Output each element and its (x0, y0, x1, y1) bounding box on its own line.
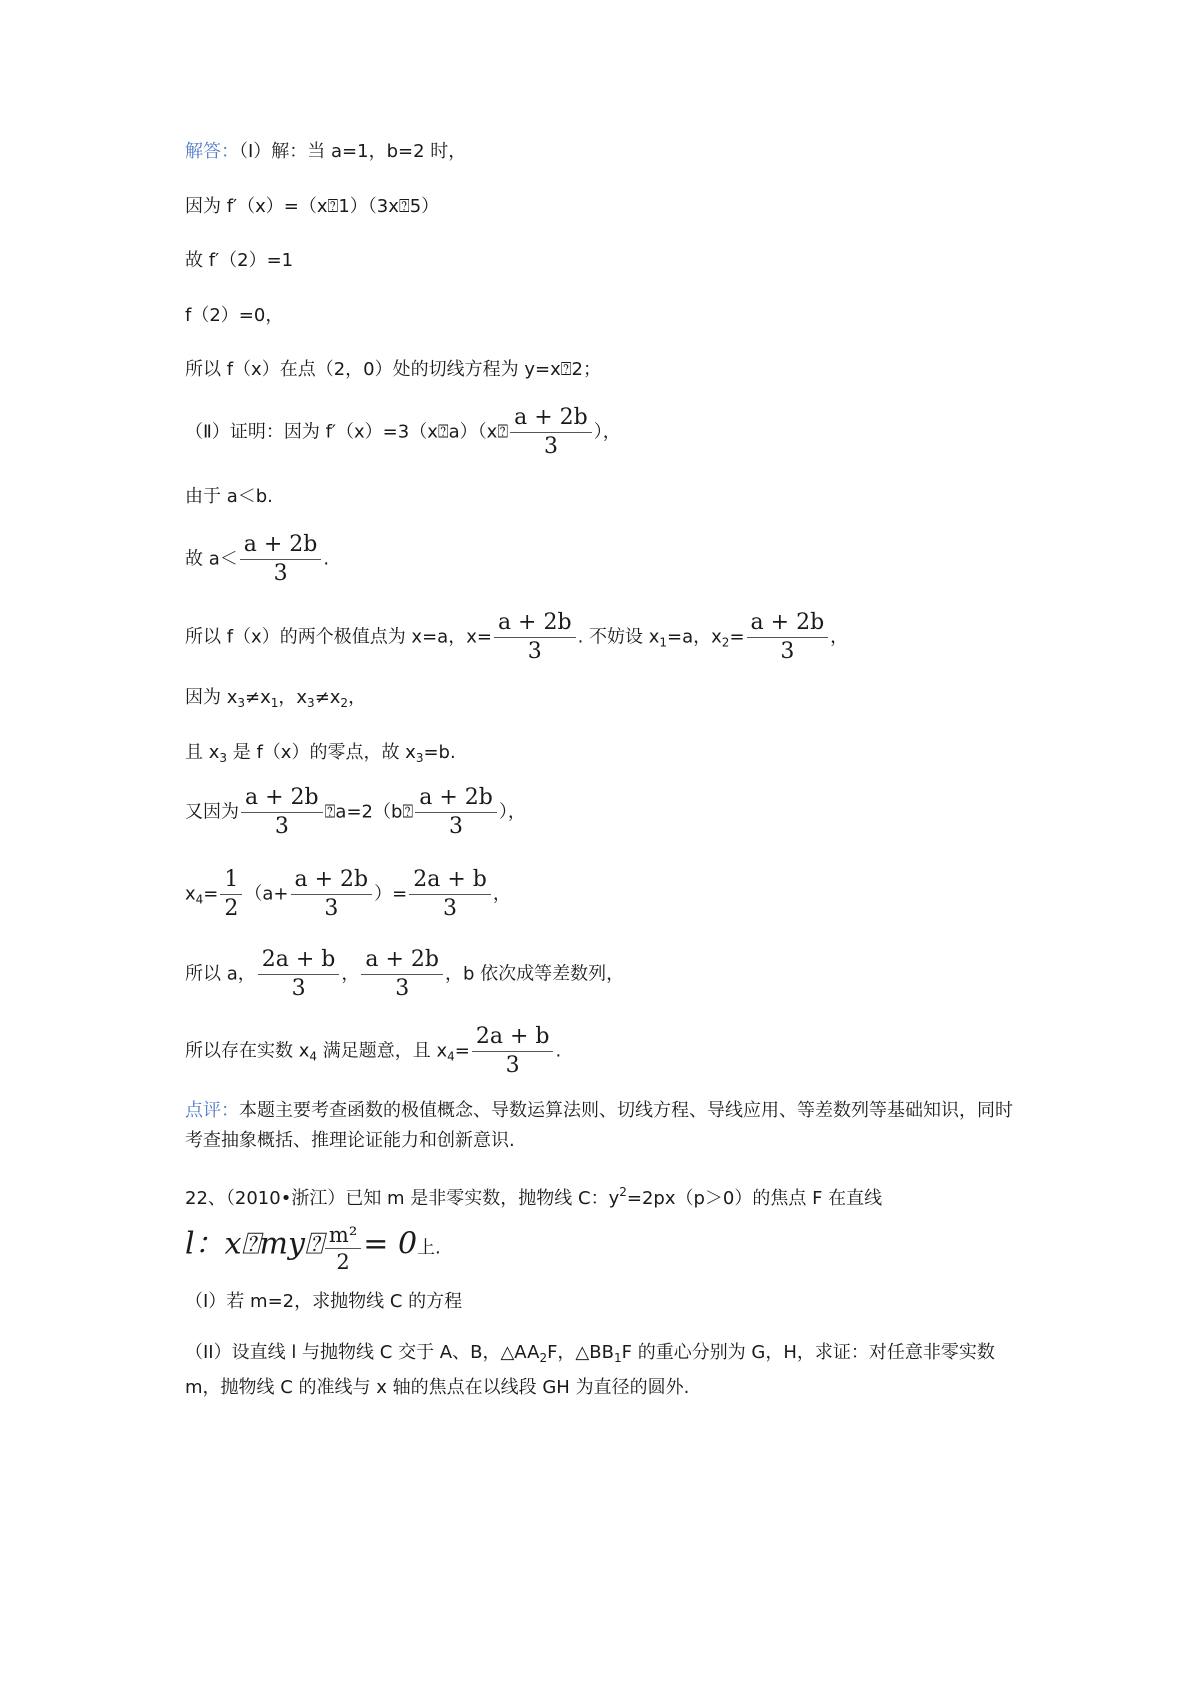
text-seg: 所以 f（x）的两个极值点为 x=a，x= (185, 626, 492, 648)
solution-line-3: 故 f′（2）=1 (185, 250, 294, 271)
fraction (361, 946, 443, 1003)
problem-22-stem (185, 1180, 1030, 1211)
solution-line-5: 所以 f（x）在点（2，0）处的切线方程为 y=x⍰2； (185, 359, 601, 380)
fraction-numerator: m² (328, 1223, 358, 1247)
solution-line-2: 因为 f′（x）=（x⍰1）（3x⍰5） (185, 196, 440, 217)
fraction-denominator: 3 (449, 814, 464, 839)
solution-line-7: 由于 a＜b. (185, 486, 273, 507)
subscript: 2 (721, 635, 730, 650)
text-seg: ， (830, 626, 849, 648)
fraction-numerator: 2a + b (261, 947, 336, 972)
fraction-denominator: 3 (395, 976, 410, 1001)
fraction-numerator: 2a + b (413, 867, 487, 892)
text-seg: F，△BB (547, 1342, 614, 1363)
superscript: 2 (619, 1185, 627, 1199)
subscript: 1 (659, 635, 668, 650)
text-seg: 又因为 (185, 801, 239, 823)
problem-22-equation (185, 1222, 441, 1275)
fraction (747, 609, 829, 666)
text-seg: （a+ (244, 883, 289, 905)
solution-line-1 (185, 140, 466, 164)
fraction-denominator: 3 (274, 814, 289, 839)
fraction (240, 531, 322, 588)
text-seg: ， (492, 883, 511, 905)
subscript: 2 (539, 1351, 548, 1365)
subscript: 1 (613, 1351, 622, 1365)
fraction-denominator: 3 (543, 434, 558, 459)
fraction-numerator: 1 (224, 867, 239, 892)
subscript: 3 (415, 751, 424, 765)
fraction-numerator: a + 2b (750, 610, 825, 635)
fraction (291, 866, 373, 923)
fraction-denominator: 2 (336, 1250, 350, 1274)
fraction (258, 946, 340, 1003)
fraction-numerator: 2a + b (475, 1024, 550, 1049)
review-text: 本题主要考查函数的极值概念、导数运算法则、切线方程、导线应用、等差数列等基础知识，同时考查抽象概括、推理论证能力和创新意识. (185, 1100, 1013, 1151)
fraction-denominator: 3 (443, 896, 458, 921)
text-seg: ）， (498, 801, 526, 823)
fraction (241, 784, 323, 841)
subscript: 4 (447, 1049, 455, 1064)
text-seg: . 不妨设 x (577, 626, 660, 648)
solution-line-4: f（2）=0， (185, 305, 284, 326)
text-seg: ）= (374, 883, 408, 905)
fraction-denominator: 3 (527, 639, 542, 664)
fraction-denominator: 3 (505, 1053, 520, 1078)
solution-line-14 (185, 946, 624, 1003)
subscript: 4 (309, 1049, 318, 1064)
solution-line-11 (185, 741, 456, 770)
text-seg: . (555, 1040, 562, 1062)
problem-22-part-1: （I）若 m=2，求抛物线 C 的方程 (185, 1291, 463, 1312)
solution-line-12 (185, 784, 526, 841)
fraction-numerator: a + 2b (365, 947, 440, 972)
solution-text-1: （Ⅰ）解：当 a=1，b=2 时， (239, 141, 467, 162)
text-seg: 上. (417, 1237, 441, 1259)
fraction-denominator: 2 (224, 896, 239, 921)
equation-lhs: l：x⍰my⍰ (185, 1226, 323, 1262)
text-seg: 且 x (185, 742, 220, 763)
subscript: 2 (340, 696, 349, 710)
solution-line-6 (185, 404, 621, 461)
text-seg: 所以 a， (185, 963, 256, 985)
fraction (220, 866, 242, 923)
fraction-numerator: a + 2b (245, 785, 319, 810)
fraction (510, 404, 592, 461)
text-seg: ， (348, 687, 367, 708)
fraction (472, 1023, 554, 1080)
text-seg: = (729, 626, 745, 648)
text-seg: 所以存在实数 x (185, 1040, 310, 1062)
solution-line-10 (185, 686, 366, 715)
text-seg: =2px（p＞0）的焦点 F 在直线 (626, 1188, 883, 1209)
fraction-denominator: 3 (291, 976, 306, 1001)
text-seg: ≠x (245, 687, 271, 708)
fraction (415, 784, 497, 841)
solution-line-13 (185, 866, 511, 923)
text-seg: =a，x (667, 626, 722, 648)
solution-label: 解答： (185, 141, 239, 162)
review-paragraph (185, 1096, 1030, 1156)
fraction-numerator: a + 2b (243, 532, 318, 557)
text-seg: ）， (593, 421, 621, 443)
text-seg: ，x (278, 687, 308, 708)
text-seg: 是 f（x）的零点，故 x (227, 742, 416, 763)
subscript: 3 (237, 696, 246, 710)
fraction-numerator: a + 2b (419, 785, 493, 810)
text-seg: 满足题意，且 x (317, 1040, 448, 1062)
subscript: 3 (219, 751, 228, 765)
subscript: 1 (270, 696, 279, 710)
fraction-numerator: a + 2b (514, 405, 588, 430)
text-seg: . (323, 548, 330, 570)
subscript: 4 (195, 892, 204, 907)
text-seg: F 的重心分别为 G，H，求证：对任意非零实数 m，抛物线 C 的准线与 x 轴的焦点在以线段 GH 为直径的圆外. (185, 1342, 995, 1398)
text-seg: 故 a＜ (185, 548, 238, 570)
problem-22-part-2 (185, 1338, 1030, 1403)
review-label: 点评： (185, 1100, 239, 1121)
fraction (494, 609, 576, 666)
fraction-denominator: 3 (324, 896, 339, 921)
fraction-numerator: a + 2b (294, 867, 369, 892)
equation-rhs: = 0 (363, 1226, 418, 1262)
text-seg: 22、（2010•浙江）已知 m 是非零实数，抛物线 C：y (185, 1188, 620, 1209)
text-seg: 因为 x (185, 687, 238, 708)
text-seg: ≠x (314, 687, 341, 708)
fraction-denominator: 3 (273, 561, 288, 586)
text-seg: ⍰a=2（b⍰ (324, 801, 414, 823)
fraction (325, 1222, 361, 1275)
solution-line-8 (185, 531, 329, 588)
text-seg: =b. (423, 742, 456, 763)
text-seg: ， (341, 963, 360, 985)
text-seg: = (203, 883, 219, 905)
text-seg: （Ⅱ）证明：因为 f′（x）=3（x⍰a）（x⍰ (185, 421, 509, 443)
fraction-denominator: 3 (780, 639, 795, 664)
solution-line-9 (185, 609, 848, 666)
fraction (409, 866, 491, 923)
solution-line-15 (185, 1023, 561, 1080)
subscript: 3 (307, 696, 315, 710)
text-seg: （II）设直线 l 与抛物线 C 交于 A、B，△AA (185, 1342, 540, 1363)
text-seg: ，b 依次成等差数列， (445, 963, 625, 985)
text-seg: = (454, 1040, 470, 1062)
fraction-numerator: a + 2b (497, 610, 572, 635)
text-seg: x (185, 883, 196, 905)
